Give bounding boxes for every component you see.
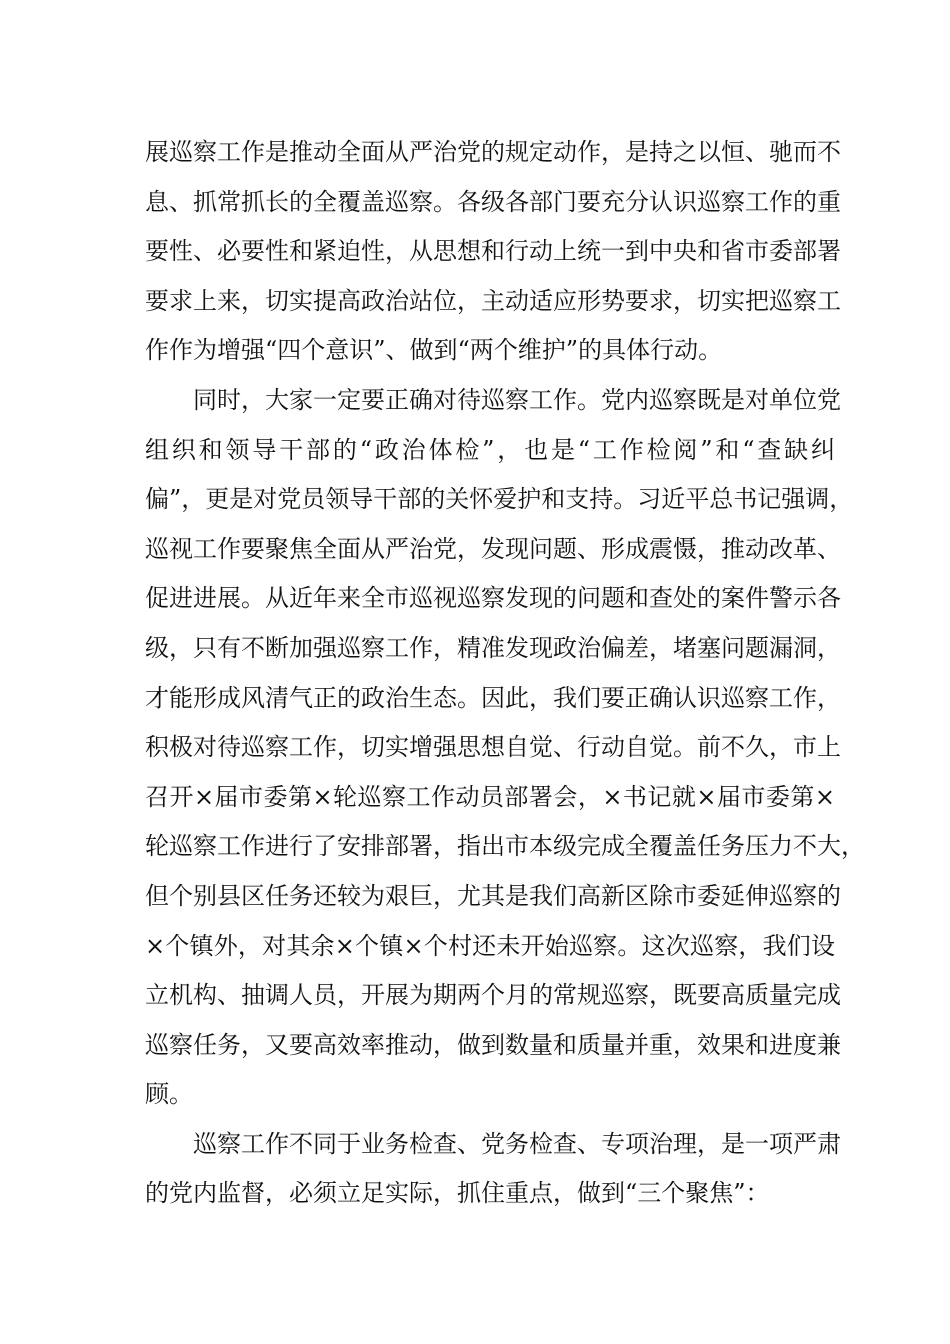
text-line: 级，只有不断加强巡察工作，精准发现政治偏差，堵塞问题漏洞，	[145, 633, 841, 662]
text-line: 积极对待巡察工作，切实增强思想自觉、行动自觉。前不久，市上	[145, 733, 841, 762]
text-line: 顾。	[145, 1080, 193, 1109]
text-line: 但个别县区任务还较为艰巨，尤其是我们高新区除市委延伸巡察的	[145, 881, 841, 910]
text-line: 组织和领导干部的“政治体检”，也是“工作检阅”和“查缺纠	[145, 435, 835, 464]
text-line: ×个镇外，对其余×个镇×个村还未开始巡察。这次巡察，我们设	[145, 931, 835, 960]
text-line: 要求上来，切实提高政治站位，主动适应形势要求，切实把巡察工	[145, 286, 841, 315]
paragraph	[145, 1120, 841, 1219]
text-line: 要性、必要性和紧迫性，从思想和行动上统一到中央和省市委部署	[145, 237, 841, 266]
text-line: 同时，大家一定要正确对待巡察工作。党内巡察既是对单位党	[193, 385, 841, 414]
text-line: 立机构、抽调人员，开展为期两个月的常规巡察，既要高质量完成	[145, 981, 841, 1010]
text-line: 巡察工作不同于业务检查、党务检查、专项治理，是一项严肃	[193, 1129, 841, 1158]
paragraph	[145, 376, 865, 1120]
text-line: 轮巡察工作进行了安排部署，指出市本级完成全覆盖任务压力不大，	[145, 832, 865, 861]
text-line: 偏”，更是对党员领导干部的关怀爱护和支持。习近平总书记强调，	[145, 485, 854, 514]
paragraph	[145, 128, 841, 376]
text-line: 促进进展。从近年来全市巡视巡察发现的问题和查处的案件警示各	[145, 584, 841, 613]
text-line: 才能形成风清气正的政治生态。因此，我们要正确认识巡察工作，	[145, 683, 841, 712]
text-line: 展巡察工作是推动全面从严治党的规定动作，是持之以恒、驰而不	[145, 138, 841, 166]
text-line: 巡察任务，又要高效率推动，做到数量和质量并重，效果和进度兼	[145, 1030, 841, 1059]
text-line: 召开×届市委第×轮巡察工作动员部署会，×书记就×届市委第×	[145, 782, 835, 811]
text-line: 巡视工作要聚焦全面从严治党，发现问题、形成震慑，推动改革、	[145, 534, 841, 563]
text-line: 的党内监督，必须立足实际，抓住重点，做到“三个聚焦”：	[145, 1179, 770, 1208]
text-line: 息、抓常抓长的全覆盖巡察。各级各部门要充分认识巡察工作的重	[145, 187, 841, 216]
text-line: 作作为增强“四个意识”、做到“两个维护”的具体行动。	[145, 336, 723, 365]
body-text	[145, 128, 865, 1219]
